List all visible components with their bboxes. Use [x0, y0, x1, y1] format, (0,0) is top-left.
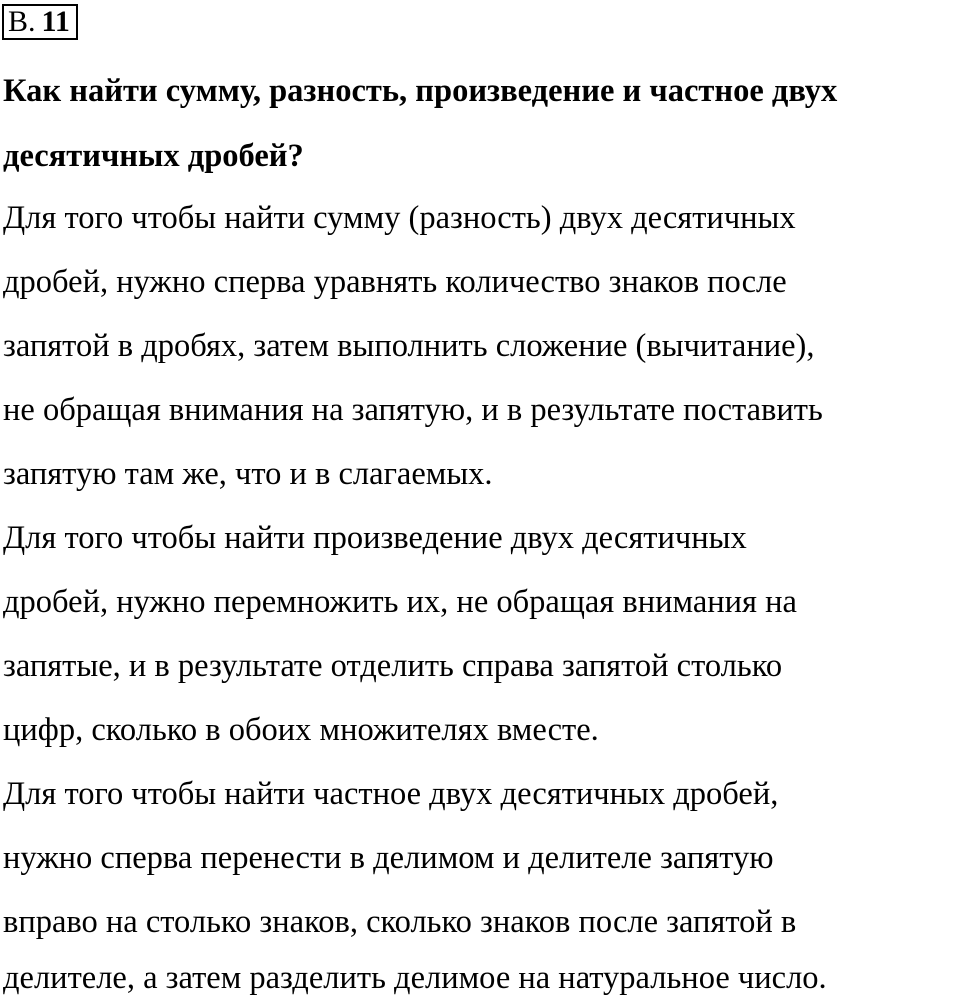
paragraph-1-line-5: запятую там же, что и в слагаемых.	[3, 456, 493, 492]
paragraph-1-line-2: дробей, нужно сперва уравнять количество знаков после	[3, 264, 787, 300]
paragraph-1-line-4: не обращая внимания на запятую, и в результате поставить	[3, 392, 823, 428]
paragraph-1-line-3: запятой в дробях, затем выполнить сложение (вычитание),	[3, 328, 815, 364]
question-number: 11	[41, 5, 70, 38]
question-line-1: Как найти сумму, разность, произведение и частное двух	[3, 73, 838, 109]
question-prefix: В.	[8, 5, 36, 38]
paragraph-3-line-2: нужно сперва перенести в делимом и делителе запятую	[3, 840, 774, 876]
paragraph-2-line-4: цифр, сколько в обоих множителях вместе.	[3, 712, 599, 748]
question-number-box	[2, 4, 78, 40]
paragraph-3-line-1: Для того чтобы найти частное двух десятичных дробей,	[3, 776, 779, 812]
paragraph-2-line-2: дробей, нужно перемножить их, не обращая внимания на	[3, 584, 797, 620]
question-line-2: десятичных дробей?	[3, 138, 304, 174]
paragraph-3-line-4: делителе, а затем разделить делимое на натуральное число.	[3, 960, 827, 996]
paragraph-1-line-1: Для того чтобы найти сумму (разность) двух десятичных	[3, 200, 796, 236]
paragraph-3-line-3: вправо на столько знаков, сколько знаков после запятой в	[3, 904, 797, 940]
paragraph-2-line-3: запятые, и в результате отделить справа запятой столько	[3, 648, 783, 684]
paragraph-2-line-1: Для того чтобы найти произведение двух десятичных	[3, 520, 747, 556]
